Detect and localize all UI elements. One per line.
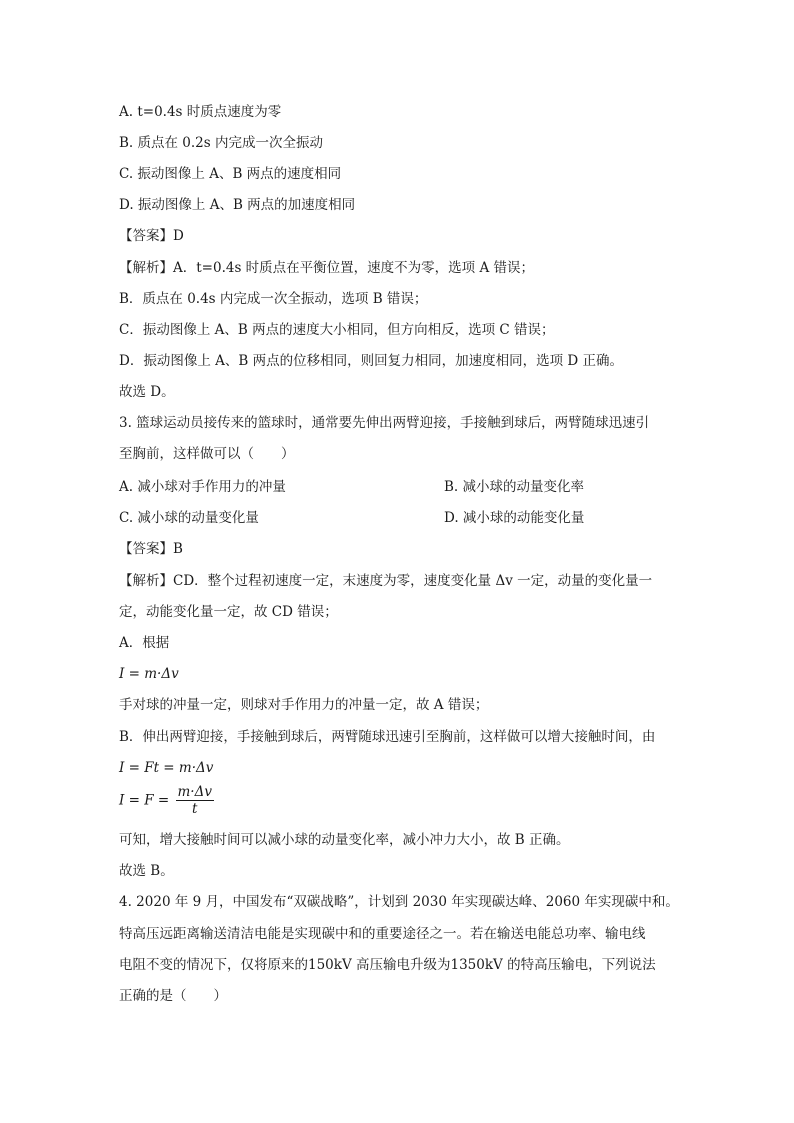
q4-stem-line-3: 电阻不变的情况下，仅将原来的150kV 高压输电升级为1350kV 的特高压输电，下列说法 [119, 957, 656, 973]
q2-option-b: B. 质点在 0.2s 内完成一次全振动 [119, 135, 323, 151]
q3-formula-3-fraction [176, 784, 214, 817]
q4-stem-line-1: 4. 2020 年 9 月，中国发布“双碳战略”，计划到 2030 年实现碳达峰、2060 年实现碳中和。 [119, 894, 679, 910]
q3-option-d: D. 减小球的动能变化量 [444, 510, 585, 526]
q3-stem-line-1: 3. 篮球运动员接传来的篮球时，通常要先伸出两臂迎接，手接触到球后，两臂随球迅速引 [119, 415, 650, 431]
q2-analysis-1: 【解析】A．t=0.4s 时质点在平衡位置，速度不为零，选项 A 错误； [119, 260, 535, 276]
q3-conclusion: 故选 B。 [119, 863, 174, 879]
q2-option-d: D. 振动图像上 A、B 两点的加速度相同 [119, 197, 356, 213]
q3-answer: 【答案】B [119, 541, 183, 557]
q2-analysis-2: B．质点在 0.4s 内完成一次全振动，选项 B 错误； [119, 291, 428, 307]
q3-formula-1: I = m·Δv [119, 666, 179, 682]
q3-formula-3-denominator: t [192, 801, 198, 817]
q4-stem-line-4: 正确的是（ ） [119, 988, 227, 1004]
q3-analysis-3: A．根据 [119, 635, 170, 651]
q3-analysis-1: 【解析】CD．整个过程初速度一定，末速度为零，速度变化量 Δv 一定，动量的变化量一 [119, 573, 653, 589]
q2-analysis-4: D．振动图像上 A、B 两点的位移相同，则回复力相同，加速度相同，选项 D 正确。 [119, 353, 623, 369]
q3-option-a: A. 减小球对手作用力的冲量 [119, 479, 286, 495]
q2-option-c: C. 振动图像上 A、B 两点的速度相同 [119, 166, 342, 182]
q3-formula-3 [119, 784, 214, 817]
q3-stem-line-2: 至胸前，这样做可以（ ） [119, 446, 295, 462]
q2-answer: 【答案】D [119, 228, 184, 244]
q3-formula-3-lhs: I = F = [119, 792, 170, 809]
q3-analysis-4: 手对球的冲量一定，则球对手作用力的冲量一定，故 A 错误； [119, 697, 489, 713]
q3-analysis-5: B．伸出两臂迎接，手接触到球后，两臂随球迅速引至胸前，这样做可以增大接触时间，由 [119, 729, 656, 745]
q2-conclusion: 故选 D。 [119, 384, 175, 400]
q3-formula-2: I = Ft = m·Δv [119, 760, 214, 776]
q3-analysis-2: 定，动能变化量一定，故 CD 错误； [119, 604, 338, 620]
q2-option-a: A. t=0.4s 时质点速度为零 [119, 104, 282, 120]
q3-formula-3-numerator: m·Δv [177, 784, 212, 800]
q3-option-b: B. 减小球的动量变化率 [444, 479, 585, 495]
q3-analysis-6: 可知，增大接触时间可以减小球的动量变化率，减小冲力大小，故 B 正确。 [119, 832, 570, 848]
q2-analysis-3: C．振动图像上 A、B 两点的速度大小相同，但方向相反，选项 C 错误； [119, 322, 555, 338]
q4-stem-line-2: 特高压远距离输送清洁电能是实现碳中和的重要途径之一。若在输送电能总功率、输电线 [119, 926, 646, 942]
q3-option-c: C. 减小球的动量变化量 [119, 510, 259, 526]
